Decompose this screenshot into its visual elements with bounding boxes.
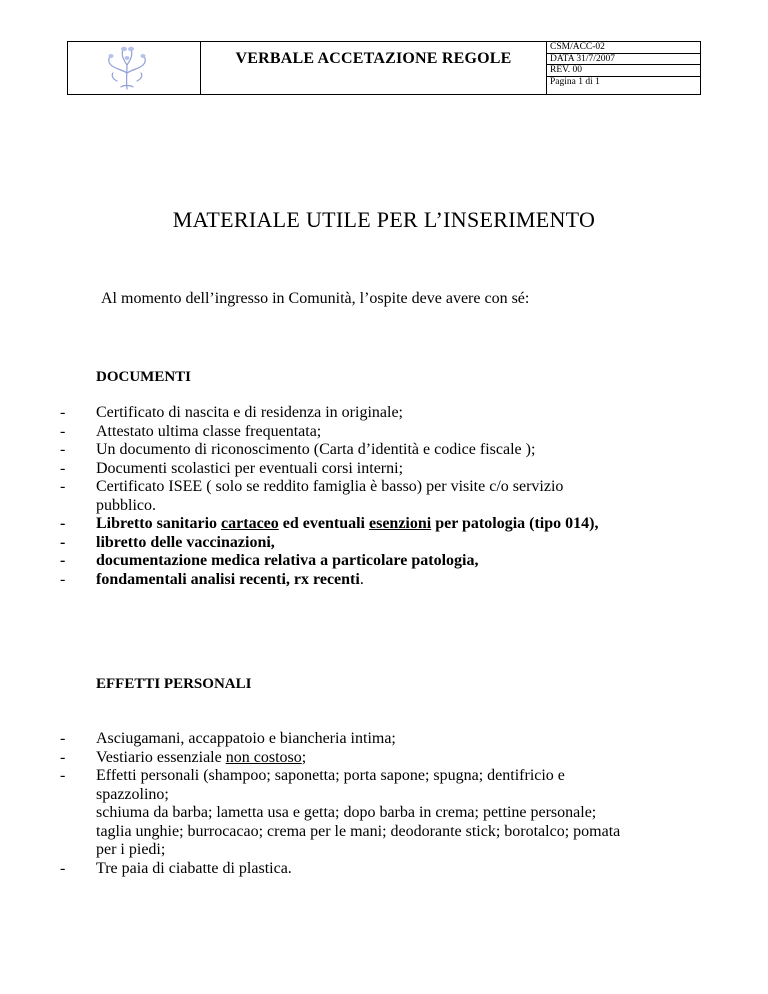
list-item: - Effetti personali (shampoo; saponetta; porta sapone; spugna; dentifricio e spazzolino; schiuma da barba; lametta usa e getta; dopo barba in crema; pettine personale; taglia unghie; burrocacao; crema per le mani; deodorante stick; borotalco; pomata per i piedi; bbox=[60, 767, 700, 860]
list-item: - Libretto sanitario cartaceo ed eventuali esenzioni per patologia (tipo 014), bbox=[60, 515, 700, 534]
list-item: - documentazione medica relativa a particolare patologia, bbox=[60, 552, 700, 571]
list-item: - Tre paia di ciabatte di plastica. bbox=[60, 860, 700, 879]
page-title: MATERIALE UTILE PER L’INSERIMENTO bbox=[172, 207, 596, 232]
doc-code: CSM/ACC-02 bbox=[547, 42, 700, 54]
doc-date: DATA 31/7/2007 bbox=[547, 54, 700, 66]
document-header bbox=[67, 41, 701, 95]
list-item: - Certificato di nascita e di residenza in originale; bbox=[60, 404, 700, 423]
header-title-cell bbox=[201, 42, 547, 95]
tree-of-hands-logo-icon bbox=[103, 43, 151, 91]
list-item: - Un documento di riconoscimento (Carta d’identità e codice fiscale ); bbox=[60, 441, 700, 460]
list-item: - Attestato ultima classe frequentata; bbox=[60, 423, 700, 442]
list-item: - Documenti scolastici per eventuali corsi interni; bbox=[60, 460, 700, 479]
effects-list bbox=[60, 730, 700, 878]
list-item: - Vestiario essenziale non costoso; bbox=[60, 749, 700, 768]
doc-revision: REV. 00 bbox=[547, 65, 700, 77]
list-item: - fondamentali analisi recenti, rx recenti. bbox=[60, 571, 700, 590]
intro-text: Al momento dell’ingresso in Comunità, l’ospite deve avere con sé: bbox=[101, 290, 530, 307]
list-item: - libretto delle vaccinazioni, bbox=[60, 534, 700, 553]
documents-heading: DOCUMENTI bbox=[96, 369, 192, 385]
list-item: - Certificato ISEE ( solo se reddito famiglia è basso) per visite c/o servizio pubblico. bbox=[60, 478, 700, 515]
documents-list bbox=[60, 404, 700, 589]
doc-page: Pagina 1 di 1 bbox=[550, 76, 600, 87]
header-title: VERBALE ACCETAZIONE REGOLE bbox=[235, 50, 512, 67]
list-item: - Asciugamani, accappatoio e biancheria intima; bbox=[60, 730, 700, 749]
effects-heading: EFFETTI PERSONALI bbox=[96, 676, 252, 692]
header-meta-cell bbox=[547, 42, 701, 95]
